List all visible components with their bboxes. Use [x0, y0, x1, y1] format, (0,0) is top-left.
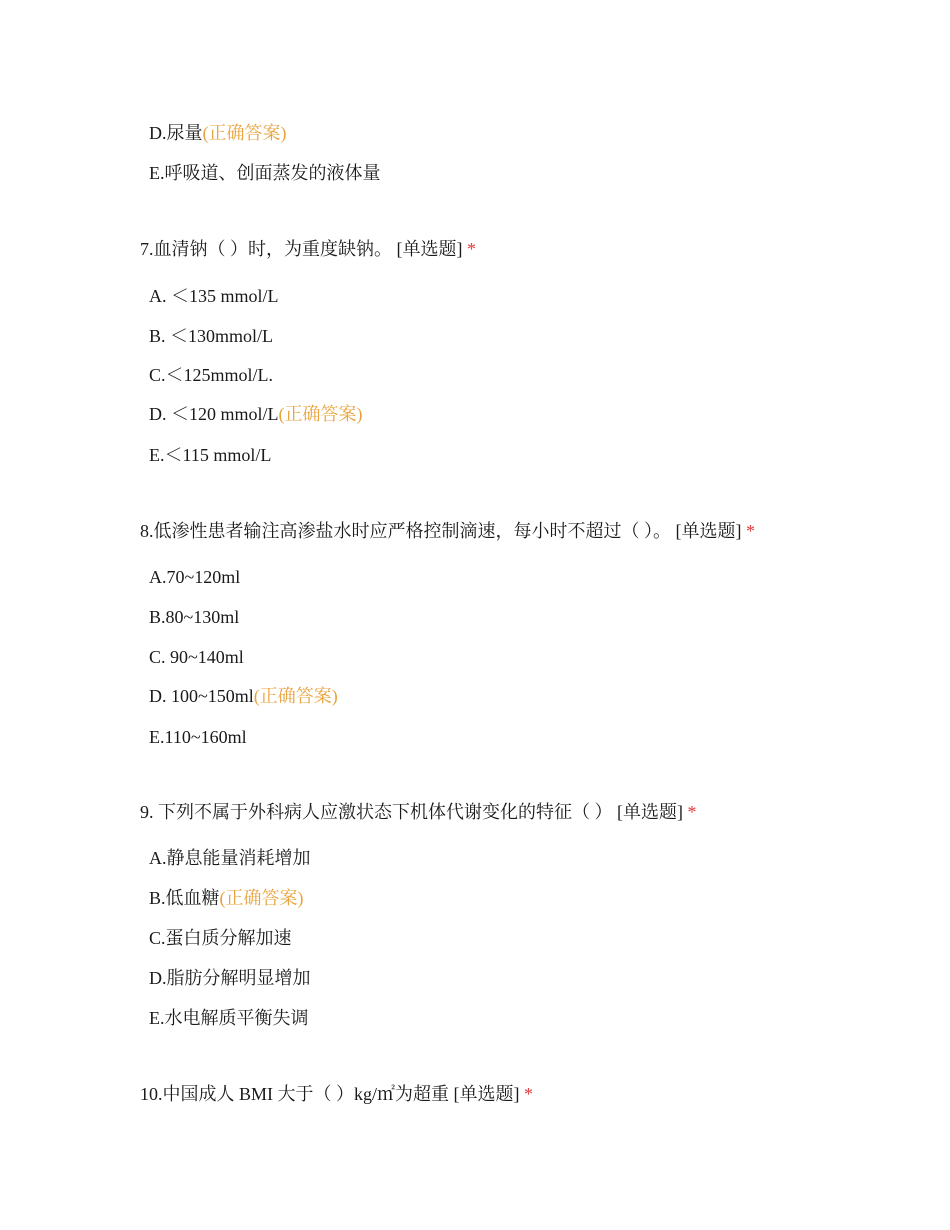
q8-option-a-text: A.70~120ml: [149, 567, 241, 587]
q9-option-c: [149, 927, 292, 949]
q9-correct-answer-label: (正确答案): [219, 888, 304, 908]
q8-option-e-text: E.110~160ml: [149, 727, 247, 747]
q9-option-a-text: A.静息能量消耗增加: [149, 848, 311, 868]
q8-option-c: [149, 646, 244, 668]
q8-question: [140, 520, 755, 542]
q9-option-b: [149, 887, 304, 909]
q7-question-text: 7.血清钠（ ）时，为重度缺钠。 [单选题]: [140, 239, 463, 259]
q9-option-d: [149, 967, 311, 989]
q7-option-c: [149, 364, 273, 386]
q7-option-c-text: C.＜125mmol/L.: [149, 365, 274, 385]
q7-option-b-text: B. ＜130mmol/L: [149, 326, 274, 346]
q6-correct-answer-label: (正确答案): [202, 123, 287, 143]
q8-option-e: [149, 726, 247, 748]
q9-option-c-text: C.蛋白质分解加速: [149, 928, 292, 948]
q6-option-d-text: D.尿量: [149, 123, 203, 143]
q8-option-a: [149, 566, 240, 588]
q6-option-d: [149, 122, 287, 144]
q9-option-b-text: B.低血糖: [149, 888, 220, 908]
q8-question-text: 8.低渗性患者输注高渗盐水时应严格控制滴速，每小时不超过（ ）。 [单选题]: [140, 521, 742, 541]
q8-option-b: [149, 606, 239, 628]
q10-question: [140, 1083, 533, 1105]
q8-correct-answer-label: (正确答案): [253, 686, 338, 706]
q7-option-a-text: A. ＜135 mmol/L: [149, 286, 279, 306]
q7-option-d: [149, 403, 363, 425]
q10-question-text: 10.中国成人 BMI 大于（ ）kg/㎡为超重 [单选题]: [140, 1084, 520, 1104]
q8-option-c-text: C. 90~140ml: [149, 647, 244, 667]
q10-required-mark: *: [524, 1084, 533, 1104]
q7-option-d-text: D. ＜120 mmol/L: [149, 404, 279, 424]
q9-required-mark: *: [687, 802, 697, 822]
q8-option-b-text: B.80~130ml: [149, 607, 240, 627]
q7-option-b: [149, 325, 273, 347]
q6-option-e: [149, 162, 381, 184]
q7-correct-answer-label: (正确答案): [278, 404, 363, 424]
q9-option-e: [149, 1007, 309, 1029]
q8-option-d: [149, 685, 338, 707]
q8-required-mark: *: [746, 521, 755, 541]
q8-option-d-text: D. 100~150ml: [149, 686, 254, 706]
q9-option-d-text: D.脂肪分解明显增加: [149, 968, 311, 988]
q6-option-e-text: E.呼吸道、创面蒸发的液体量: [149, 163, 381, 183]
q7-option-a: [149, 285, 279, 307]
q7-question: [140, 238, 476, 260]
q9-option-e-text: E.水电解质平衡失调: [149, 1008, 309, 1028]
q7-option-e-text: E.＜115 mmol/L: [149, 445, 272, 465]
q9-question: [140, 801, 697, 823]
q7-required-mark: *: [467, 239, 476, 259]
q9-option-a: [149, 847, 311, 869]
q9-question-text: 9. 下列不属于外科病人应激状态下机体代谢变化的特征（ ） [单选题]: [140, 802, 683, 822]
q7-option-e: [149, 444, 271, 466]
